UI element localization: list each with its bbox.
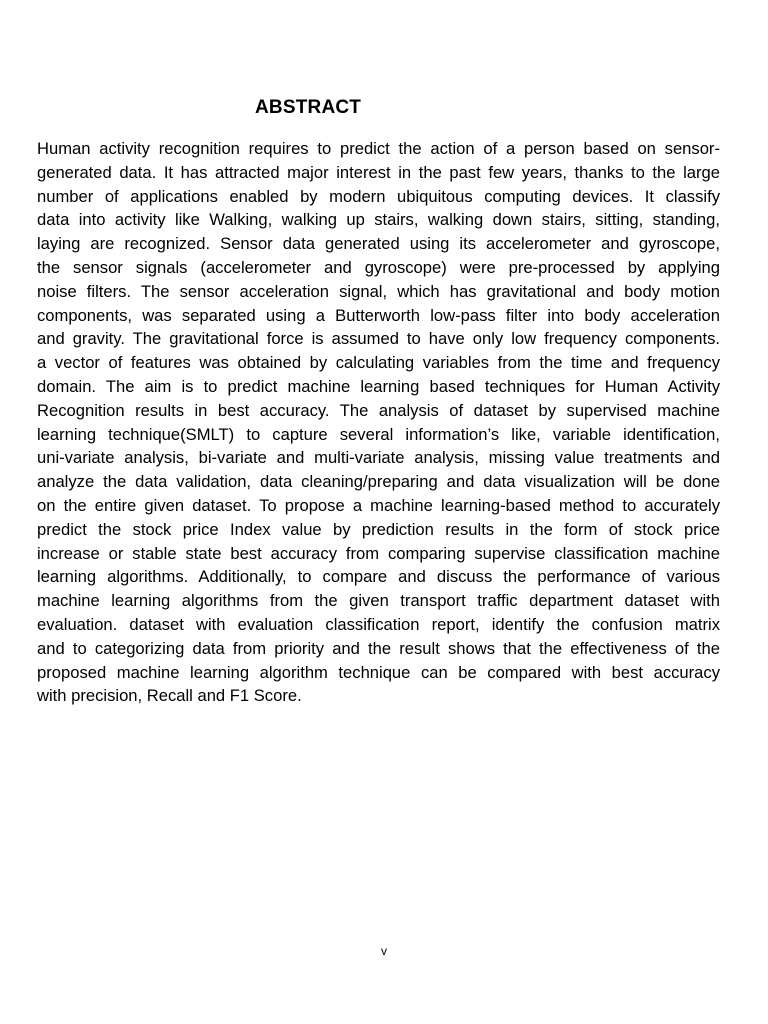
abstract-line: and to categorizing data from priority and the result shows that the effectiveness of the xyxy=(37,638,720,658)
abstract-line: increase or stable state best accuracy from comparing supervise classification machine xyxy=(37,543,720,563)
abstract-line: generated data. It has attracted major interest in the past few years, thanks to the large xyxy=(37,162,720,182)
abstract-line: uni-variate analysis, bi-variate and multi-variate analysis, missing value treatments and xyxy=(37,448,720,468)
abstract-line: on the entire given dataset. To propose a machine learning-based method to accurately xyxy=(37,495,720,515)
abstract-line: data into activity like Walking, walking up stairs, walking down stairs, sitting, standing, xyxy=(37,210,720,230)
abstract-line: a vector of features was obtained by calculating variables from the time and frequency xyxy=(37,353,720,373)
abstract-line: the sensor signals (accelerometer and gyroscope) were pre-processed by applying xyxy=(37,257,720,277)
page-number: v xyxy=(381,944,387,958)
abstract-line: Recognition results in best accuracy. The analysis of dataset by supervised machine xyxy=(37,400,720,420)
abstract-body xyxy=(37,137,720,708)
abstract-line: laying are recognized. Sensor data generated using its accelerometer and gyroscope, xyxy=(37,234,720,254)
abstract-line: proposed machine learning algorithm technique can be compared with best accuracy xyxy=(37,662,720,682)
abstract-line: with precision, Recall and F1 Score. xyxy=(37,686,302,706)
abstract-heading: ABSTRACT xyxy=(255,97,362,118)
abstract-line: predict the stock price Index value by prediction results in the form of stock price xyxy=(37,519,720,539)
abstract-line: number of applications enabled by modern ubiquitous computing devices. It classify xyxy=(37,186,720,206)
abstract-line: learning algorithms. Additionally, to compare and discuss the performance of various xyxy=(37,567,720,587)
abstract-line: noise filters. The sensor acceleration signal, which has gravitational and body motion xyxy=(37,281,720,301)
abstract-line: learning technique(SMLT) to capture several information’s like, variable identification, xyxy=(37,424,720,444)
abstract-line: Human activity recognition requires to predict the action of a person based on sensor- xyxy=(37,139,720,158)
abstract-line: evaluation. dataset with evaluation classification report, identify the confusion matrix xyxy=(37,614,720,634)
abstract-line: components, was separated using a Butterworth low-pass filter into body acceleration xyxy=(37,305,720,325)
abstract-line: machine learning algorithms from the given transport traffic department dataset with xyxy=(37,591,720,611)
abstract-line: and gravity. The gravitational force is assumed to have only low frequency components. xyxy=(37,329,720,349)
abstract-line: analyze the data validation, data cleaning/preparing and data visualization will be done xyxy=(37,472,720,492)
abstract-line: domain. The aim is to predict machine learning based techniques for Human Activity xyxy=(37,376,720,396)
